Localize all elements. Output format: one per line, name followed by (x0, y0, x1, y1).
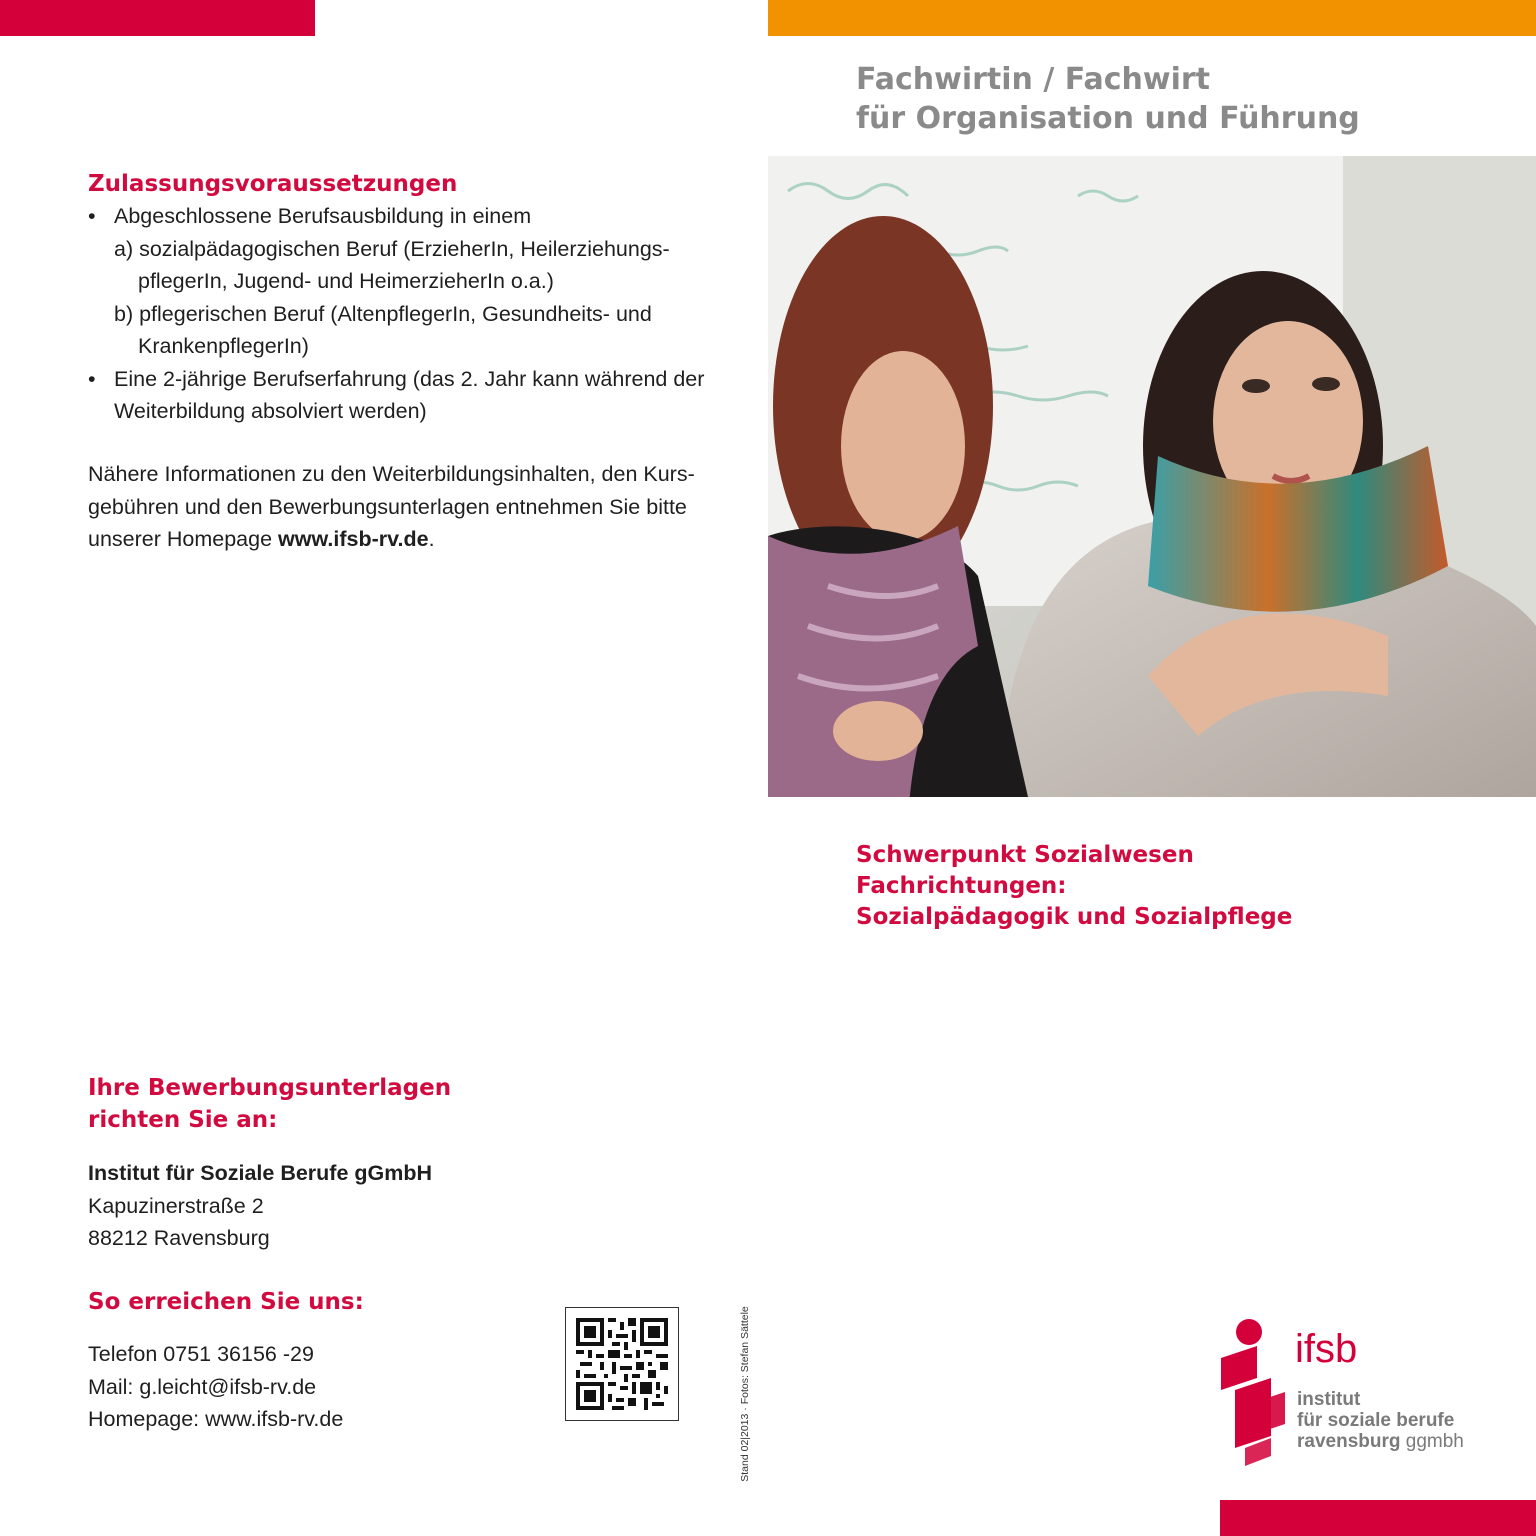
phone: Telefon 0751 36156 -29 (88, 1342, 314, 1366)
photo-illustration (768, 156, 1536, 797)
application-heading-line2: richten Sie an: (88, 1107, 278, 1133)
street: Kapuzinerstraße 2 (88, 1193, 264, 1218)
requirement-sub-b: b) pflegerischen Beruf (AltenpflegerIn, Gesundheits- und KrankenpflegerIn) (114, 301, 652, 358)
list-item (88, 200, 728, 363)
logo-line1: institut (1297, 1389, 1361, 1410)
focus-section (856, 840, 1496, 933)
mail-link[interactable]: Mail: g.leicht@ifsb-rv.de (88, 1374, 317, 1399)
institution-name: Institut für Soziale Berufe gGmbH (88, 1161, 433, 1185)
qr-code-icon[interactable] (565, 1307, 679, 1421)
logo-line3 (1297, 1432, 1464, 1452)
bullet: • (88, 366, 96, 391)
contact-heading: So erreichen Sie uns: (88, 1289, 364, 1315)
logo-brand: ifsb (1295, 1327, 1358, 1371)
bullet: • (88, 204, 96, 228)
requirements-heading: Zulassungsvoraussetzungen (88, 171, 458, 197)
title-line2: für Organisation und Führung (856, 101, 1360, 136)
requirement-intro: Abgeschlossene Berufsausbildung in einem (114, 204, 532, 228)
info-end: . (428, 527, 435, 551)
photo-credit (737, 1298, 753, 1490)
focus-line2: Fachrichtungen: (856, 873, 1067, 899)
ifsb-logo-mark-icon (1215, 1316, 1295, 1466)
contact-section (88, 1286, 588, 1436)
ifsb-logo (1215, 1316, 1465, 1466)
requirement-experience: Eine 2-jährige Berufserfahrung (das 2. Jahr kann während der Weiterbildung absolviert werden) (114, 366, 705, 423)
bottom-right-red-bar (1220, 1500, 1536, 1536)
focus-line3: Sozialpädagogik und Sozialpflege (856, 904, 1293, 930)
requirements-list (88, 200, 728, 428)
photo-two-women (768, 156, 1536, 797)
qr-code-graphic (576, 1318, 668, 1410)
list-item (88, 363, 728, 428)
logo-line3-rest: ggmbh (1405, 1431, 1464, 1452)
focus-line1: Schwerpunkt Sozialwesen (856, 842, 1194, 868)
requirement-sub-a: a) sozialpädagogischen Beruf (ErzieherIn, Heilerziehungs-pflegerIn, Jugend- und HeimerzieherIn o.a.) (114, 236, 670, 293)
application-heading-line1: Ihre Bewerbungsunterlagen (88, 1075, 452, 1101)
page-title (856, 60, 1496, 138)
address (88, 1157, 588, 1255)
application-section (88, 1072, 588, 1255)
credit-text: Stand 02|2013 · Fotos: Stefan Sättele (739, 1306, 751, 1482)
requirements-section (88, 168, 728, 428)
homepage-line[interactable]: Homepage: www.ifsb-rv.de (88, 1407, 344, 1431)
logo-line3-bold: ravensburg (1297, 1431, 1401, 1452)
info-text: Nähere Informationen zu den Weiterbildungsinhalten, den Kurs-gebühren und den Bewerbungsunterlagen entnehmen Sie bitte unserer Homepage (88, 462, 695, 551)
city: 88212 Ravensburg (88, 1226, 270, 1250)
title-line1: Fachwirtin / Fachwirt (856, 62, 1210, 97)
logo-line2: für soziale berufe (1297, 1410, 1455, 1431)
top-right-orange-bar (768, 0, 1536, 36)
application-heading (88, 1072, 588, 1136)
homepage-link[interactable]: www.ifsb-rv.de (278, 527, 429, 551)
top-left-red-bar (0, 0, 315, 36)
info-paragraph (88, 458, 728, 556)
contact-lines (88, 1338, 588, 1436)
